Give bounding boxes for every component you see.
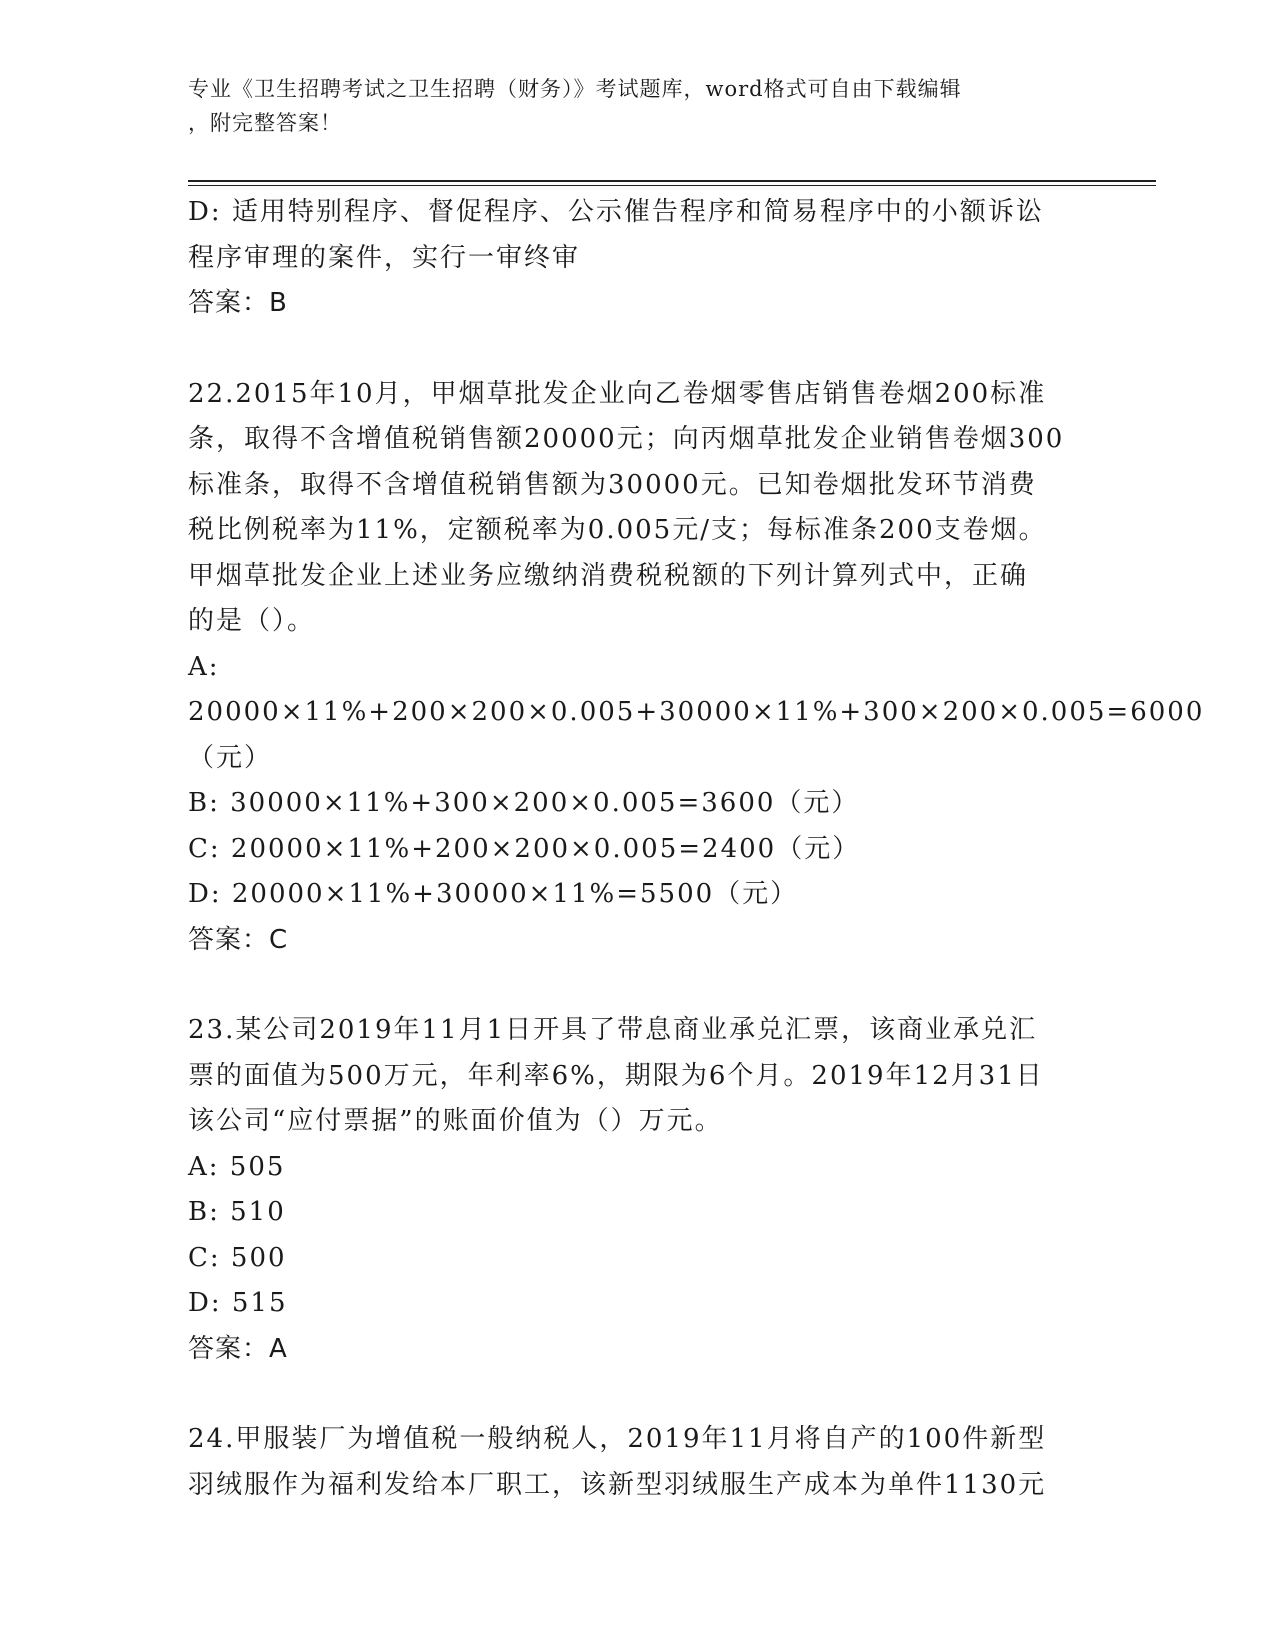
header-line-1: 专业《卫生招聘考试之卫生招聘（财务）》考试题库，word格式可自由下载编辑 (188, 77, 962, 101)
q22-option-c: C: 20000×11%+200×200×0.005=2400（元） (188, 833, 861, 864)
document-body (188, 190, 1205, 1508)
q22-stem-line-4: 税比例税率为11%，定额税率为0.005元/支；每标准条200支卷烟。 (188, 515, 1047, 545)
header-line-2: ，附完整答案！ (188, 111, 342, 135)
q22-stem-line-6: 的是（）。 (188, 606, 316, 636)
header-divider-thin (188, 185, 1156, 186)
q22-stem-line-2: 条，取得不含增值税销售额20000元；向丙烟草批发企业销售卷烟300 (188, 424, 1065, 454)
q22-answer: 答案：C (188, 924, 289, 955)
q23-option-c: C: 500 (188, 1242, 287, 1273)
q22-stem-line-1: 22.2015年10月，甲烟草批发企业向乙卷烟零售店销售卷烟200标准 (188, 378, 1047, 409)
q23-stem-line-3: 该公司“应付票据”的账面价值为（）万元。 (188, 1106, 723, 1136)
q23-option-a: A: 505 (188, 1151, 286, 1182)
prev-option-d-line-2: 程序审理的案件，实行一审终审 (188, 242, 581, 273)
q23-option-d: D: 515 (188, 1288, 288, 1318)
q24-stem-line-1: 24.甲服装厂为增值税一般纳税人，2019年11月将自产的100件新型 (188, 1424, 1047, 1454)
prev-answer: 答案：B (188, 288, 288, 318)
q23-answer: 答案：A (188, 1333, 288, 1364)
q22-option-d: D: 20000×11%+30000×11%=5500（元） (188, 879, 799, 909)
q22-stem-line-3: 标准条，取得不含增值税销售额为30000元。已知卷烟批发环节消费 (188, 469, 1037, 500)
q22-option-a-line-1: A: 20000×11%+200×200×0.005+30000×11%+300×200×0.005=6000 (188, 651, 1205, 727)
q22-option-a-line-2: （元） (188, 742, 273, 773)
q23-stem-line-2: 票的面值为500万元，年利率6%，期限为6个月。2019年12月31日 (188, 1060, 1044, 1091)
q23-option-b: B: 510 (188, 1197, 286, 1227)
q22-option-b: B: 30000×11%+300×200×0.005=3600（元） (188, 788, 860, 818)
q23-stem-line-1: 23.某公司2019年11月1日开具了带息商业承兑汇票，该商业承兑汇 (188, 1015, 1038, 1045)
q22-stem-line-5: 甲烟草批发企业上述业务应缴纳消费税税额的下列计算列式中，正确 (188, 560, 1029, 591)
document-header (188, 72, 1088, 140)
header-divider-thick (188, 180, 1156, 182)
q24-stem-line-2: 羽绒服作为福利发给本厂职工，该新型羽绒服生产成本为单件1130元 (188, 1469, 1047, 1500)
prev-option-d-line-1: D: 适用特别程序、督促程序、公示催告程序和简易程序中的小额诉讼 (188, 197, 1044, 227)
